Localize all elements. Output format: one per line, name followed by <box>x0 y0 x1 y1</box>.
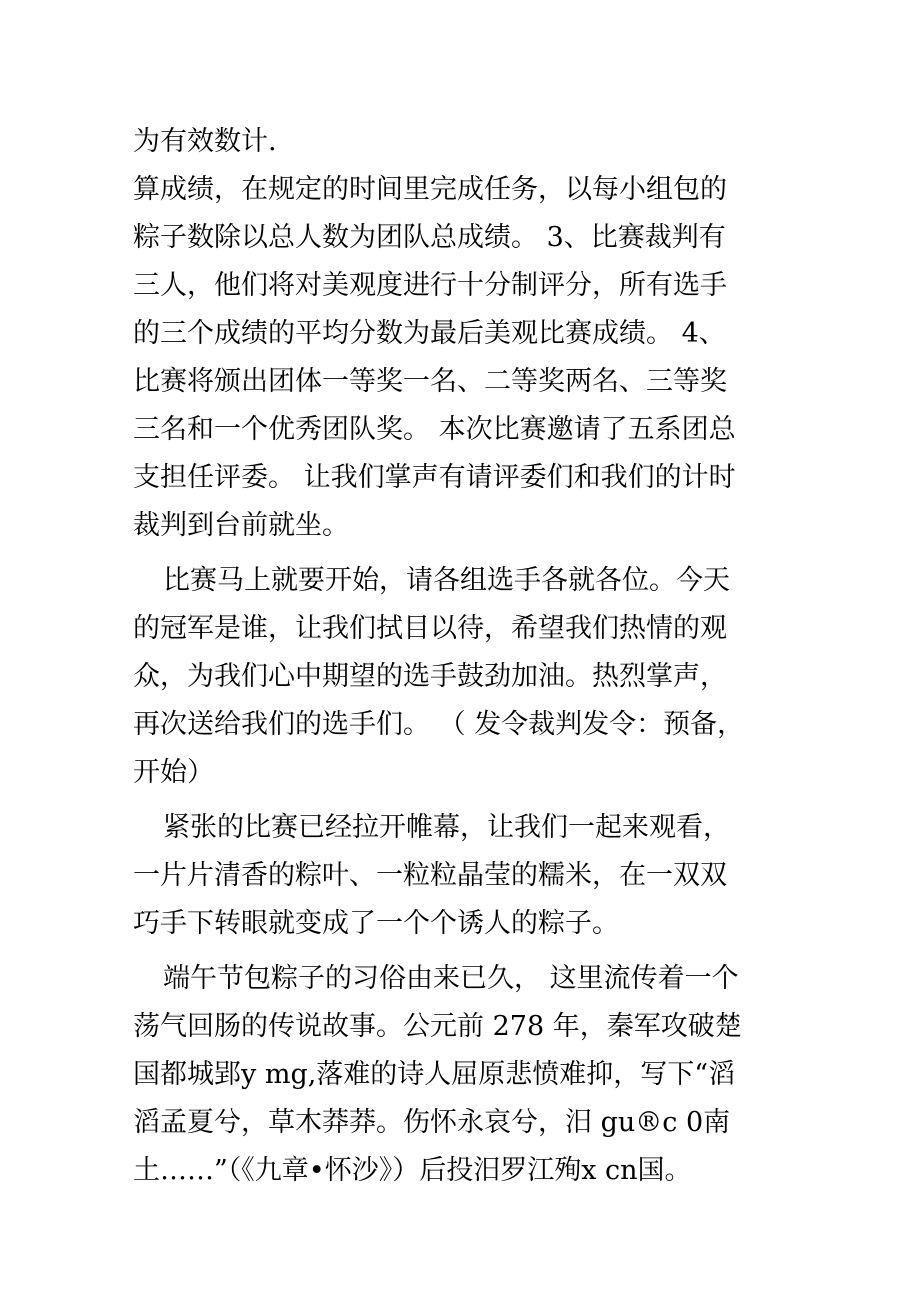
text-line: 荡气回肠的传说故事。公元前 278 年，秦军攻破楚 <box>133 1011 742 1042</box>
text-line: 开始） <box>133 757 214 788</box>
text-line: 众，为我们心中期望的选手鼓劲加油。热烈掌声， <box>133 661 727 692</box>
text-line: 巧手下转眼就变成了一个个诱人的粽子。 <box>133 908 619 939</box>
text-line: 算成绩，在规定的时间里完成任务，以每小组包的 <box>133 174 727 205</box>
document-body <box>133 118 753 1195</box>
text-line: 的三个成绩的平均分数为最后美观比赛成绩。 4、 <box>133 318 726 349</box>
text-line: 比赛将颁出团体一等奖一名、二等奖两名、三等奖 <box>133 366 727 397</box>
text-line: 三名和一个优秀团队奖。 本次比赛邀请了五系团总 <box>133 414 736 445</box>
paragraph-start-line: 比赛马上就要开始，请各组选手各就各位。今天 <box>163 565 730 596</box>
text-line: 一片片清香的粽叶、一粒粒晶莹的糯米，在一双双 <box>133 860 727 891</box>
text-line: 滔孟夏兮，草木莽莽。伤怀永哀兮，汨 gu®c 0南 <box>133 1107 731 1138</box>
paragraph-start-line: 端午节包粽子的习俗由来已久， 这里流传着一个 <box>163 963 739 994</box>
paragraph-start-line: 紧张的比赛已经拉开帷幕，让我们一起来观看， <box>163 812 730 843</box>
text-line: 三人，他们将对美观度进行十分制评分，所有选手 <box>133 270 727 301</box>
text-line: 国都城郢y mg,落难的诗人屈原悲愤难抑，写下“滔 <box>133 1059 736 1090</box>
text-line: 为有效数计. <box>133 126 277 157</box>
text-line: 支担任评委。 让我们掌声有请评委们和我们的计时 <box>133 462 736 493</box>
text-line: 的冠军是谁，让我们拭目以待，希望我们热情的观 <box>133 613 727 644</box>
text-line: 再次送给我们的选手们。 （ 发令裁判发令：预备， <box>133 709 745 740</box>
text-line: 粽子数除以总人数为团队总成绩。 3、比赛裁判有 <box>133 222 726 253</box>
text-line: 土……”（《九章•怀沙》）后投汨罗江殉x cn国。 <box>133 1155 692 1186</box>
text-line: 裁判到台前就坐。 <box>133 510 349 541</box>
